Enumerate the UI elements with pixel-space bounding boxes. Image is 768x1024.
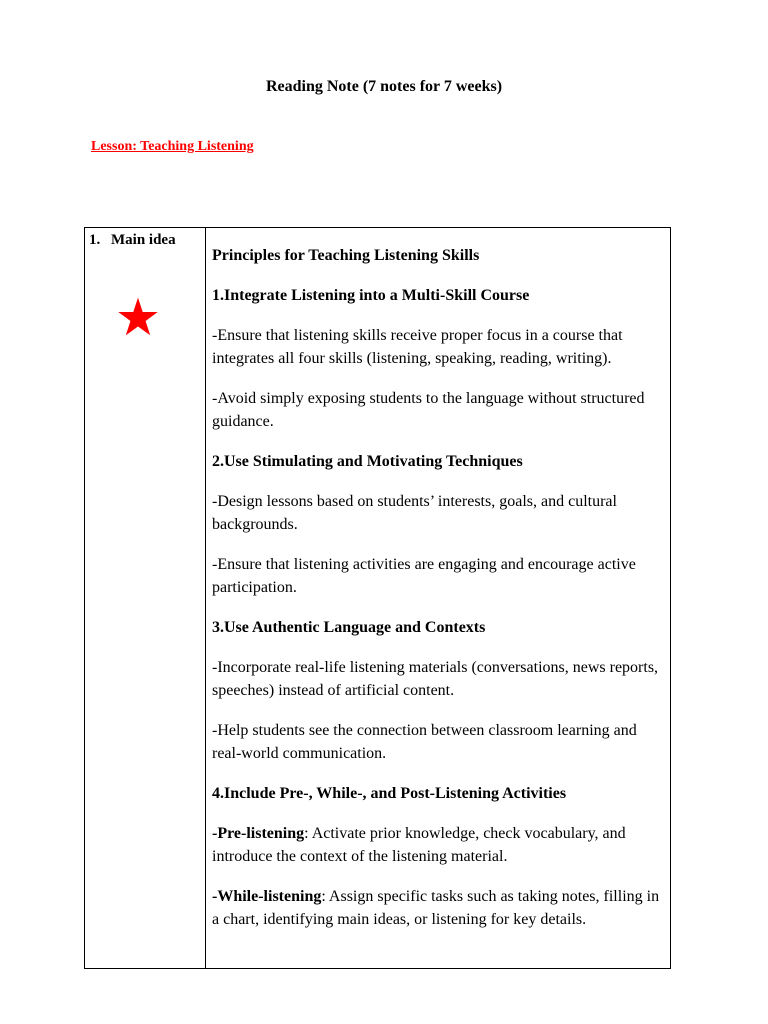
star-shape bbox=[118, 298, 157, 336]
pre-listening-text: : Activate prior knowledge, check vocabulary, and introduce the context of the listening material. bbox=[212, 825, 626, 865]
principle-4-heading: 4.Include Pre-, While-, and Post-Listening Activities bbox=[212, 785, 567, 802]
principle-2-heading: 2.Use Stimulating and Motivating Techniques bbox=[212, 453, 523, 470]
main-heading: Principles for Teaching Listening Skills bbox=[212, 247, 480, 264]
star-icon bbox=[117, 296, 159, 338]
reading-note-table bbox=[84, 227, 671, 969]
document-title: Reading Note (7 notes for 7 weeks) bbox=[265, 78, 503, 95]
pre-listening-lead: -Pre-listening bbox=[212, 825, 305, 842]
principle-1-heading: 1.Integrate Listening into a Multi-Skill Course bbox=[212, 287, 530, 304]
lesson-title: Lesson: Teaching Listening bbox=[91, 139, 254, 154]
while-listening-text: : Assign specific tasks such as taking notes, filling in a chart, identifying main ideas, or listening for key details. bbox=[212, 888, 660, 928]
section-label-text: Main idea bbox=[111, 232, 176, 248]
while-listening-lead: -While-listening bbox=[212, 888, 322, 905]
section-label-cell bbox=[85, 228, 206, 968]
principle-1-point-1: -Ensure that listening skills receive proper focus in a course that integrates all four skills (listening, speaking, reading, writing). bbox=[212, 327, 623, 367]
content-cell bbox=[206, 228, 670, 968]
pre-listening-item bbox=[212, 822, 664, 868]
section-number: 1. bbox=[89, 232, 101, 248]
principle-3-point-1: -Incorporate real-life listening materials (conversations, news reports, speeches) instead of artificial content. bbox=[212, 659, 659, 699]
section-label bbox=[89, 230, 176, 250]
while-listening-item bbox=[212, 885, 664, 931]
principle-2-point-1: -Design lessons based on students’ interests, goals, and cultural backgrounds. bbox=[212, 493, 617, 533]
principle-3-heading: 3.Use Authentic Language and Contexts bbox=[212, 619, 486, 636]
principle-2-point-2: -Ensure that listening activities are engaging and encourage active participation. bbox=[212, 556, 636, 596]
principle-3-point-2: -Help students see the connection between classroom learning and real-world communication. bbox=[212, 722, 637, 762]
principle-1-point-2: -Avoid simply exposing students to the language without structured guidance. bbox=[212, 390, 645, 430]
